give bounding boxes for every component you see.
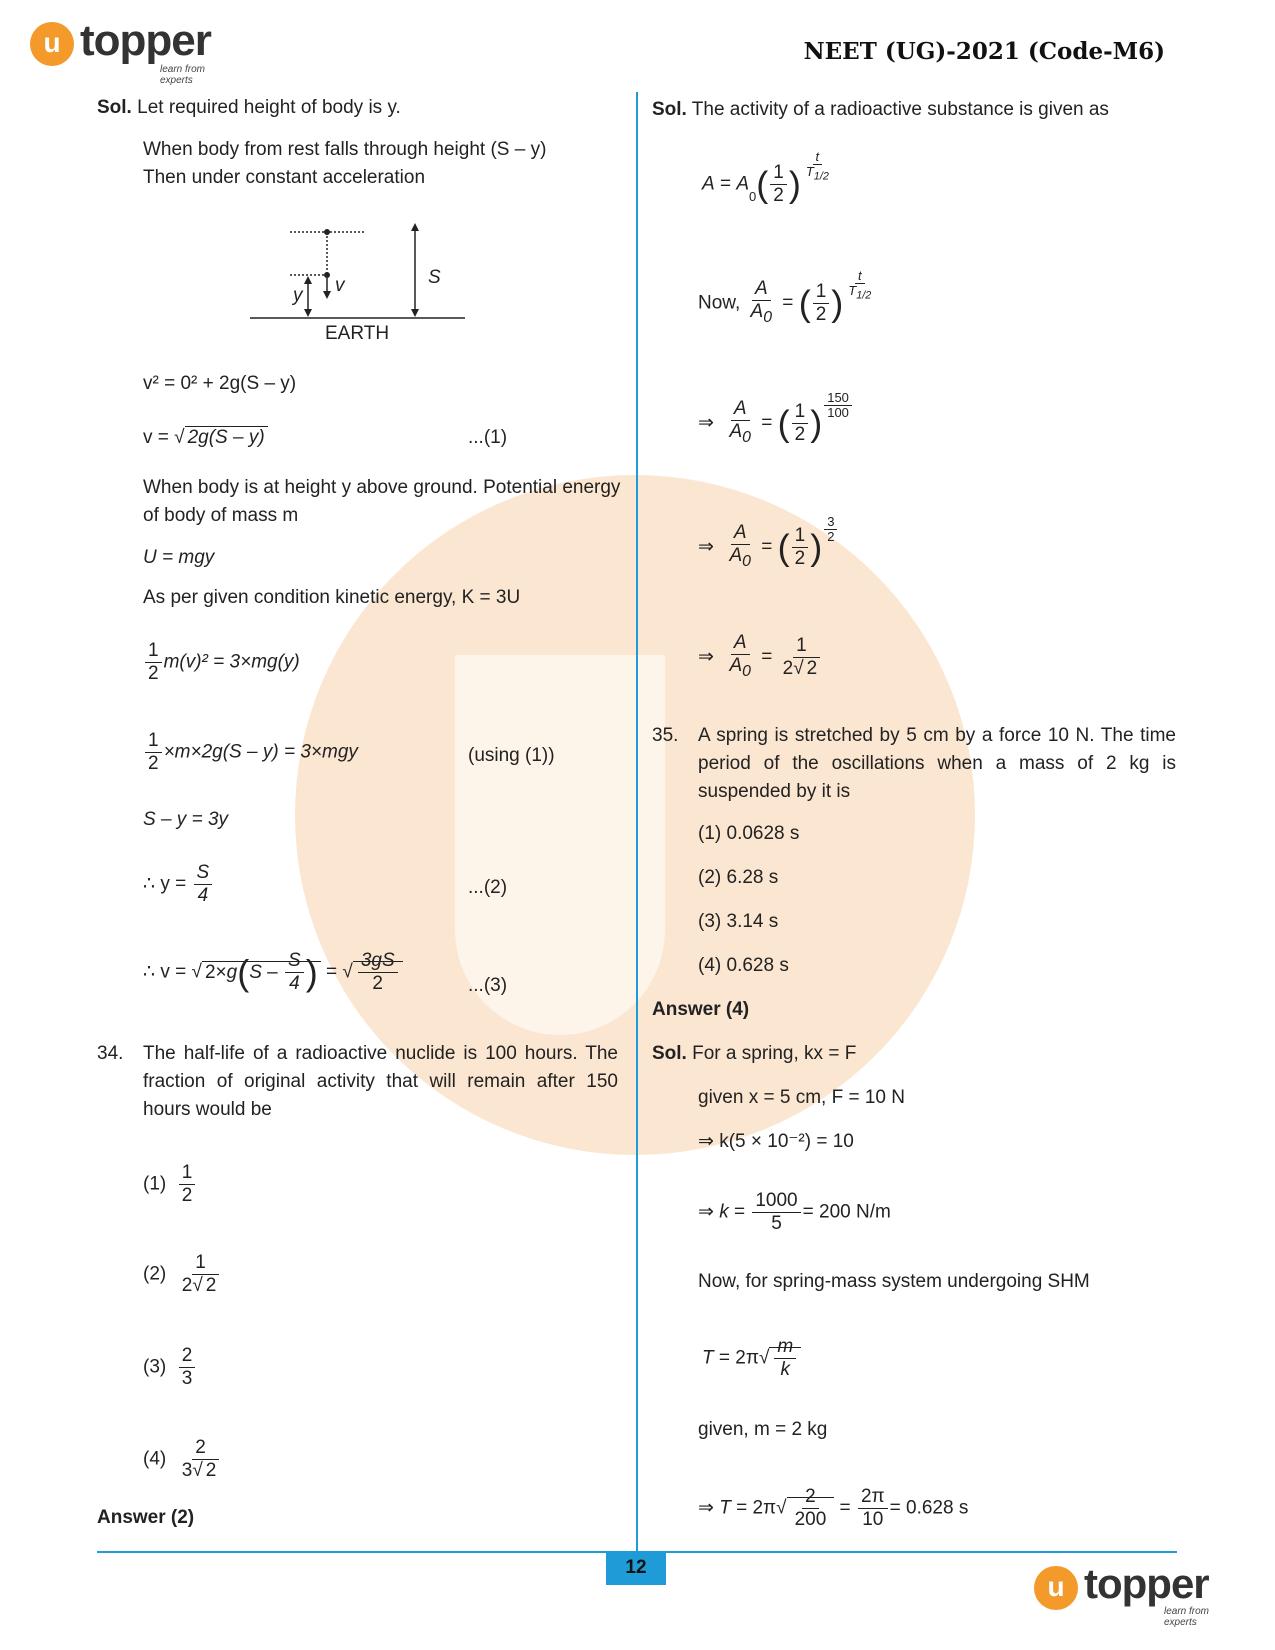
question-35-text: A spring is stretched by 5 cm by a force 10 N. The time period of the oscillations when a mass of 2 kg is suspended by it is <box>698 725 1176 802</box>
left-paragraph-3: When body is at height y above ground. Potential energy of body of mass m <box>143 477 621 526</box>
equation-tag-2: ...(2) <box>468 877 508 898</box>
page-number-box <box>606 1551 666 1585</box>
column-divider <box>636 92 638 1580</box>
equation-activity: $A = A_0$( $\frac{1}{2}$ ) $\frac{t}{T_{1/2}}$ <box>702 148 829 206</box>
equation-k-step: ⇒ k(5 × 10⁻²) = 10 <box>698 1131 854 1152</box>
given-mass: given, m = 2 kg <box>698 1419 828 1440</box>
left-sol-line: Sol. Let required height of body is y. <box>97 97 401 118</box>
equation-substitution: $\frac{1}{2}$ ×m×2g(S – y) = 3×mgy <box>143 730 358 775</box>
equation-kinetic: $\frac{1}{2}$ m(v)² = 3×mg(y) <box>143 640 300 685</box>
equation-k-value: ⇒ k = $\frac{1000}{5}$ = 200 N/m <box>698 1190 891 1234</box>
equation-v-final: ∴ v = √ 2×g(S – $\frac{S}{4}$ ) = √ $\frac{3gS}{2}$ <box>143 950 403 995</box>
question-34-text: The half-life of a radioactive nuclide is 100 hours. The fraction of original activity that will remain after 150 hours would be <box>143 1043 618 1120</box>
equation-tag-3: ...(3) <box>468 975 508 996</box>
footer-logo-text: topper <box>1084 1560 1209 1607</box>
right-sol-line: Sol. The activity of a radioactive substance is given as <box>652 99 1109 120</box>
q34-answer: Answer (2) <box>97 1507 195 1528</box>
equation-velocity: v = √ 2g(S – y) <box>143 424 268 452</box>
page-number: 12 <box>625 1557 647 1578</box>
equation-ratio-3-2: ⇒ $\frac{A}{A_0}$ = ( $\frac{1}{2}$ ) $\frac{3}{2}$ <box>698 522 839 573</box>
left-paragraph-2: Then under constant acceleration <box>143 167 426 188</box>
equation-ratio-general: Now, $\frac{A}{A_0}$ = ( $\frac{1}{2}$ ) $\frac{t}{T_{1/2}}$ <box>698 267 872 326</box>
equation-tag-using-1: (using (1)) <box>468 745 555 766</box>
shm-paragraph: Now, for spring-mass system undergoing SHM <box>698 1271 1090 1292</box>
footer-logo-tagline: learn from experts <box>1164 1606 1210 1628</box>
footer-logo <box>1034 1560 1234 1628</box>
q35-option-2: (2) 6.28 s <box>698 867 779 888</box>
q35-option-4: (4) 0.628 s <box>698 955 789 976</box>
question-35-number: 35. <box>652 725 679 746</box>
logo-text: topper <box>80 16 211 65</box>
equation-ratio-150-100: ⇒ $\frac{A}{A_0}$ = ( $\frac{1}{2}$ ) $\frac{150}{100}$ <box>698 398 854 449</box>
q35-answer: Answer (4) <box>652 999 750 1020</box>
equation-final-period: ⇒ T = 2π√ $\frac{2}{200}$ = $\frac{2\pi}{10}$ = 0.628 s <box>698 1486 969 1530</box>
equation-s-minus-y: S – y = 3y <box>143 809 229 830</box>
q34-option-4: (4) $\frac{2}{3√ 2}$ <box>143 1437 224 1482</box>
equation-time-period: T = 2π√ $\frac{m}{k}$ <box>702 1336 801 1381</box>
equation-tag-1: ...(1) <box>468 427 508 448</box>
given-spring-values: given x = 5 cm, F = 10 N <box>698 1087 905 1108</box>
equation-potential-energy: U = mgy <box>143 547 215 568</box>
q35-option-3: (3) 3.14 s <box>698 911 779 932</box>
logo-tagline: learn from experts <box>160 64 206 86</box>
right-sol2-line: Sol. For a spring, kx = F <box>652 1043 857 1064</box>
footer-logo-icon: u <box>1034 1566 1078 1610</box>
left-paragraph-4: As per given condition kinetic energy, K = 3U <box>143 587 521 608</box>
header-logo <box>30 16 230 86</box>
equation-ratio-result: ⇒ $\frac{A}{A_0}$ = $\frac{1}{2√ 2}$ <box>698 632 825 683</box>
figure-label-earth: EARTH <box>325 323 390 344</box>
q34-option-2: (2) $\frac{1}{2√ 2}$ <box>143 1252 224 1297</box>
figure-label-v: v <box>335 275 345 296</box>
left-paragraph-1: When body from rest falls through height (S – y) <box>143 139 547 160</box>
q34-option-1: (1) $\frac{1}{2}$ <box>143 1162 197 1207</box>
figure-label-y: y <box>293 285 303 306</box>
figure-label-s: S <box>428 267 441 288</box>
equation-kinematics: v² = 0² + 2g(S – y) <box>143 373 297 394</box>
equation-y-value: ∴ y = $\frac{S}{4}$ <box>143 862 214 907</box>
exam-title: NEET (UG)-2021 (Code-M6) <box>803 38 1165 65</box>
q34-option-3: (3) $\frac{2}{3}$ <box>143 1345 197 1390</box>
q35-option-1: (1) 0.0628 s <box>698 823 800 844</box>
logo-icon: u <box>30 22 74 66</box>
question-34-number: 34. <box>97 1043 124 1064</box>
